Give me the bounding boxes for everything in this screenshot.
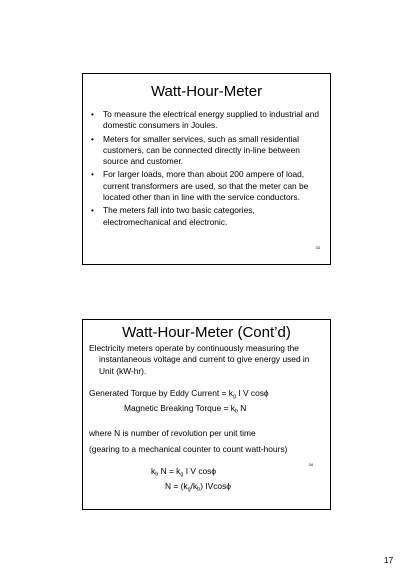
bullet-list [83,109,330,228]
gearing-note: (gearing to a mechanical counter to count watt-hours) [89,443,288,454]
bullet-item [91,205,322,228]
bullet-text: For larger loads, more than about 200 ampere of load, current transformers are used, so that the meter can be located other than in line with the service conductors. [103,169,309,203]
bullet-icon: • [91,169,94,180]
equation-result: $N = (k_g/k_b)$ IVcosϕ [165,480,231,493]
slide-number: 34 [308,462,313,467]
slide-34 [82,319,331,510]
bullet-item [91,169,322,203]
slide-body [83,343,330,496]
bullet-icon: • [91,109,94,119]
slide-title: Watt-Hour-Meter [150,83,263,100]
bullet-text: Meters for smaller services, such as small residential customers, can be connected directly in-line between source and customer. [103,133,300,167]
intro-text: Electricity meters operate by continuously measuring the instantaneous voltage and current to give energy used in Unit (kW-hr). [89,343,310,376]
bullet-icon: • [91,205,94,216]
bullet-text: To measure the electrical energy supplied to industrial and domestic consumers in Joules. [103,109,320,131]
page-number: 17 [384,555,394,565]
slide-33 [82,73,331,265]
bullet-item [91,109,322,132]
bullet-text: The meters fall into two basic categories, electromechanical and electronic. [103,205,255,227]
bullet-item [91,134,322,168]
where-note: where N is number of revolution per unit time [89,428,256,439]
equation-braking-torque: Magnetic Breaking Torque = $k_b$ N [124,402,247,415]
slide-number: 33 [315,245,320,250]
slide-title: Watt-Hour-Meter (Cont’d) [122,324,291,341]
equation-generated-torque: Generated Torque by Eddy Current = $k_g$ I V cosϕ [89,387,269,400]
equation-balance: $k_b$ $N = k_g$ I V cosϕ [151,466,217,478]
bullet-icon: • [91,133,94,144]
